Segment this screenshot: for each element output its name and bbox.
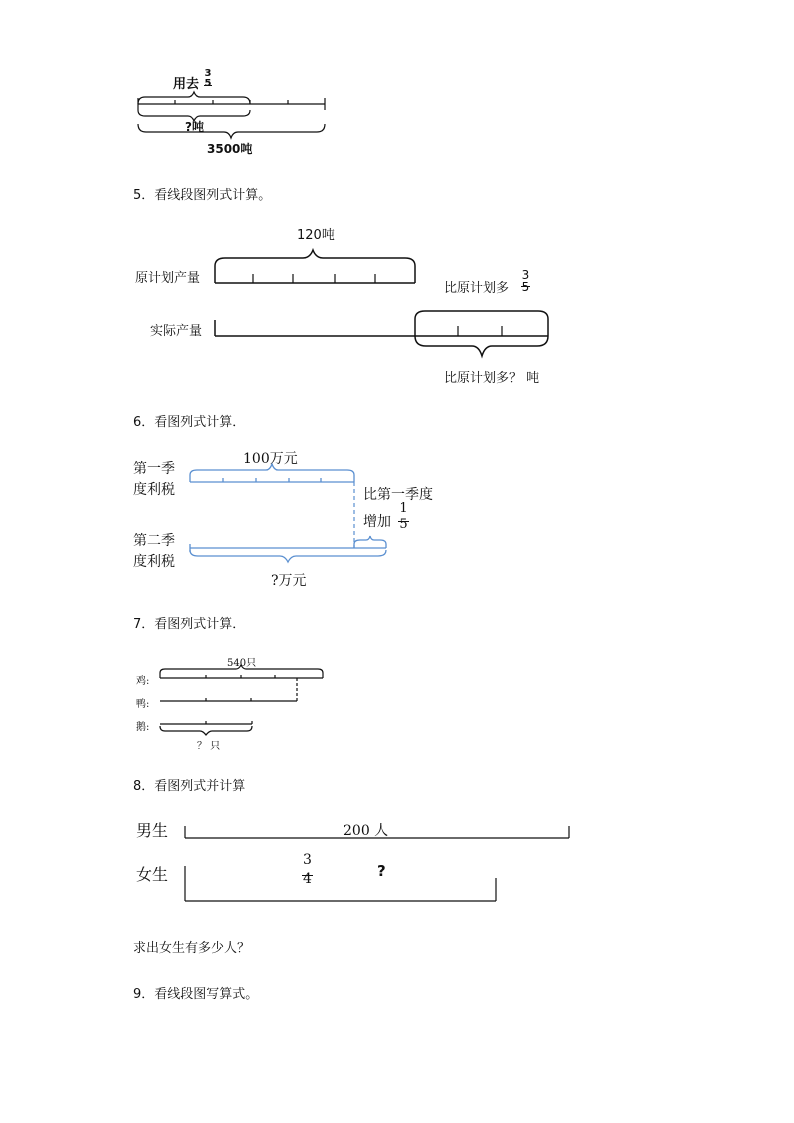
question-8-prompt: 求出女生有多少人？: [133, 941, 251, 956]
q2-label-line2: 度利税: [133, 554, 175, 570]
total-label: 3500吨: [207, 142, 253, 156]
more-fraction: 3 5: [521, 268, 530, 294]
question-label: 比原计划多？ 吨: [444, 371, 540, 386]
increase-label: 增加: [363, 514, 391, 530]
q1-label-line2: 度利税: [133, 482, 175, 498]
question-5-title: 5．看线段图列式计算。: [133, 188, 272, 203]
chicken-amount-label: 540只: [227, 658, 257, 669]
goose-question-label: ？ 只: [197, 741, 221, 752]
used-label: 用去: [173, 77, 200, 92]
duck-label: 鸭:: [136, 699, 150, 710]
increase-fraction: 1 5: [399, 501, 408, 532]
girls-label: 女生: [136, 865, 169, 884]
used-fraction: 3 5: [204, 68, 212, 89]
question-7-title: 7．看图列式计算．: [133, 617, 246, 632]
planned-label: 原计划产量: [135, 271, 201, 286]
question-6-title: 6．看图列式计算．: [133, 415, 246, 430]
q2-label-line1: 第二季: [133, 533, 175, 549]
girls-question-mark: ?: [377, 862, 386, 880]
unknown-label: ?吨: [185, 120, 204, 134]
goose-label: 鹅:: [136, 722, 150, 733]
q2-question-label: ?万元: [271, 573, 307, 589]
more-label: 比原计划多: [444, 281, 510, 296]
question-9-title: 9．看线段图写算式。: [133, 987, 259, 1002]
girls-fraction: 3 4: [303, 852, 312, 887]
increase-label-line1: 比第一季度: [363, 487, 433, 503]
boys-count-label: 200 人: [343, 823, 389, 839]
planned-amount-label: 120吨: [297, 228, 335, 243]
actual-label: 实际产量: [150, 324, 203, 339]
boys-label: 男生: [136, 821, 169, 840]
chicken-label: 鸡:: [136, 676, 150, 687]
question-8-title: 8．看图列式并计算: [133, 779, 246, 794]
q1-label-line1: 第一季: [133, 461, 175, 477]
q1-amount-label: 100万元: [243, 451, 298, 467]
